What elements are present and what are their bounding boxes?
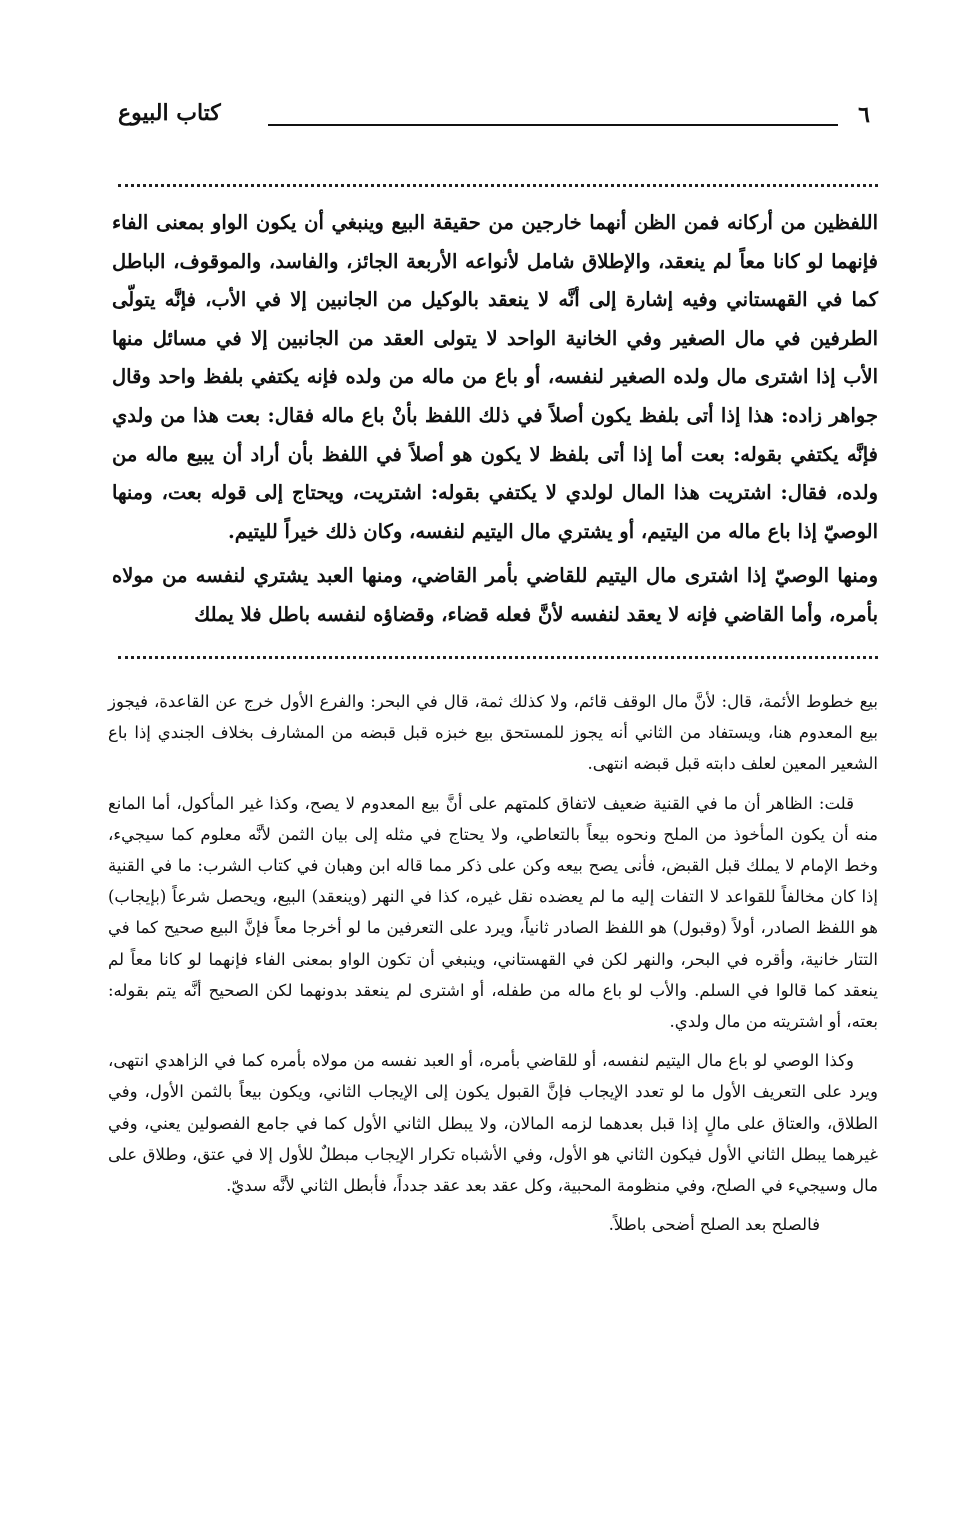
footnote-verse: فالصلح بعد الصلح أضحى باطلاً. <box>608 1215 820 1235</box>
dotted-separator-top <box>118 184 878 193</box>
footnote-paragraph: وكذا الوصي لو باع مال اليتيم لنفسه، أو للقاضي بأمره، أو العبد نفسه من مولاه بأمره كما في الزاهدي انتهى، ويرد على التعريف الأول ما لو تعدد الإيجاب فإنَّ القبول يكون إلى الإيجاب الثاني، ويكون بيعاً بالثمن الأول، وفي الطلاق، والعتاق على مالٍ إذا قبل بعدهما لزمه المالان، ولا يبطل الثاني الأول كما في جامع الفصولين يعني، وفي غيرهما يبطل الثاني الأول فيكون الثاني هو الأول، وفي الأشباه تكرار الإيجاب مبطلٌ للأول إلا في عتق، وطلاق على مال وسيجيء في الصلح، وفي منظومة المحبية، وكل عقد بعد عقد جدداً، فأبطل الثاني لأنَّه سديّ. <box>108 1051 878 1196</box>
main-paragraph: اللفظين من أركانه فمن الظن أنهما خارجين من حقيقة البيع وينبغي أن يكون الواو بمعنى الفاء فإنهما لو كانا معاً لم ينعقد، والإطلاق شامل لأنواعه الأربعة الجائز، والفاسد، والموقوف، الباطل كما في القهستاني وفيه إشارة إلى أنَّه لا ينعقد بالوكيل من الجانبين إلا في الأب، فإنَّه يتولّى الطرفين في مال الصغير وفي الخانية الواحد لا يتولى العقد من الجانبين إلا في مسائل منها الأب إذا اشترى مال ولده الصغير لنفسه، أو باع من ماله من ولده فإنه يكتفي بلفظ واحد وقال جواهر زاده: هذا إذا أتى بلفظ يكون أصلاً في ذلك اللفظ بأنْ باع ماله فقال: بعت هذا من ولدي فإنَّه يكتفي بقوله: بعت أما إذا أتى بلفظ لا يكون هو أصلاً في اللفظ بأن أراد أن يبيع ماله من ولده، فقال: اشتريت هذا المال لولدي لا يكتفي بقوله: اشتريت، ويحتاج إلى قوله بعت، ومنها الوصيّ إذا باع ماله من اليتيم، أو يشتري مال اليتيم لنفسه، وكان ذلك خيراً لليتيم. <box>112 211 878 543</box>
footnotes <box>108 686 878 1240</box>
book-title: كتاب البيوع <box>118 100 221 126</box>
footnote-paragraph: بيع خطوط الأئمة، قال: لأنَّ مال الوقف قائم، ولا كذلك ثمة، قال في البحر: والفرع الأول خرج عن القاعدة، فيجوز بيع المعدوم هنا، ويستفاد من الثاني أنه يجوز للمستحق بيع خبزه قبل قبضه من المشارف بخلاف الجندي إذا باع الشعير المعين لعلف دابته قبل قبضه انتهى. <box>108 692 878 774</box>
page-header <box>118 100 870 136</box>
main-paragraph: ومنها الوصيّ إذا اشترى مال اليتيم للقاضي بأمر القاضي، ومنها العبد يشتري لنفسه من مولاه بأمره، وأما القاضي فإنه لا يعقد لنفسه لأنَّ فعله قضاء، وقضاؤه لنفسه باطل فلا يملك <box>112 564 878 626</box>
main-text <box>112 204 878 635</box>
page-number: ٦ <box>858 102 870 128</box>
header-rule <box>268 124 838 126</box>
dotted-separator-footnotes <box>118 656 878 665</box>
footnote-paragraph: قلت: الظاهر أن ما في القنية ضعيف لاتفاق كلمتهم على أنَّ بيع المعدوم لا يصح، وكذا غير المأكول، أما المانع منه أن يكون المأخوذ من الملح ونحوه بيعاً بالتعاطي، ولا يحتاج في مثله إلى بيان الثمن لأنَّه معلوم كما سيجيء، وخط الإمام لا يملك قبل القبض، فأنى يصح بيعه وكن على ذكر مما قاله ابن وهبان في كتاب الشرب: ما في القنية إذا كان مخالفاً للقواعد لا التفات إليه ما لم يعضده نقل غيره، كذا في النهر (وينعقد) البيع، ويحصل شرعاً (بإيجاب) هو اللفظ الصادر، أولاً (وقبول) هو اللفظ الصادر ثانياً، ويرد على التعرفين ما لو أخرجا معاً فإنَّ البيع صحيح كما في التتار خانية، وأقره في البحر، والنهر لكن في القهستاني، وينبغي أن تكون الواو بمعنى الفاء فإنهما لو كانا معاً لم ينعقد كما قالوا في السلم. والأب لو باع ماله من طفله، أو اشترى لم ينعقد بدونهما لكن الصحيح أنَّه يتم بقوله: بعته، أو اشتريته من مال ولدي. <box>108 793 878 1032</box>
